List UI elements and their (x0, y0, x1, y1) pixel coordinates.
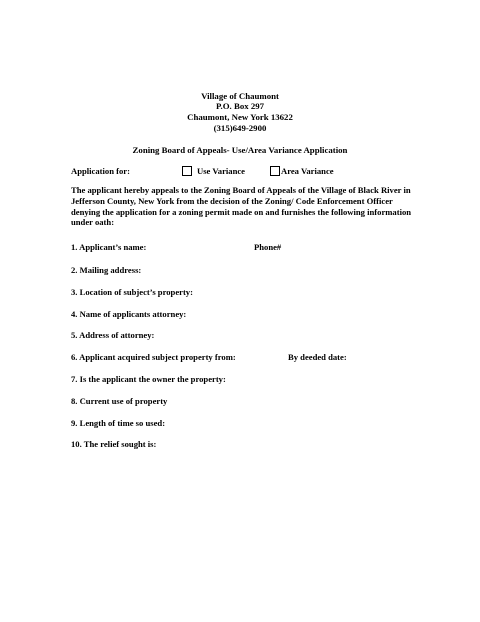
mailing-address-label: 2. Mailing address: (71, 265, 142, 275)
area-variance-checkbox[interactable] (270, 166, 280, 176)
attorney-address-label: 5. Address of attorney: (71, 330, 155, 340)
intro-paragraph: The applicant hereby appeals to the Zoning Board of Appeals of the Village of Black River in Jefferson County, New York from the decision of the Zoning/ Code Enforcement Officer denying the application for a zoning permit made on and furnishes the following information under oath: (71, 185, 412, 228)
deeded-date-label: By deeded date: (288, 352, 347, 362)
form-title: Zoning Board of Appeals- Use/Area Variance Application (132, 145, 348, 155)
village-name: Village of Chaumont (201, 91, 279, 101)
use-variance-checkbox[interactable] (182, 166, 192, 176)
acquired-from-label: 6. Applicant acquired subject property from: (71, 352, 236, 362)
applicant-name-label: 1. Applicant’s name: (71, 242, 147, 252)
phone-label: Phone# (254, 242, 282, 252)
owner-question-label: 7. Is the applicant the owner the property: (71, 374, 226, 384)
po-box: P.O. Box 297 (215, 101, 265, 111)
attorney-name-label: 4. Name of applicants attorney: (71, 309, 187, 319)
phone-number: (315)649-2900 (213, 123, 267, 133)
application-for-label: Application for: (71, 166, 130, 176)
property-location-label: 3. Location of subject’s property: (71, 287, 193, 297)
use-variance-label: Use Variance (197, 166, 245, 176)
area-variance-label: Area Variance (281, 166, 334, 176)
current-use-label: 8. Current use of property (71, 396, 168, 406)
city-state-zip: Chaumont, New York 13622 (187, 112, 293, 122)
relief-sought-label: 10. The relief sought is: (71, 439, 157, 449)
time-used-label: 9. Length of time so used: (71, 418, 166, 428)
